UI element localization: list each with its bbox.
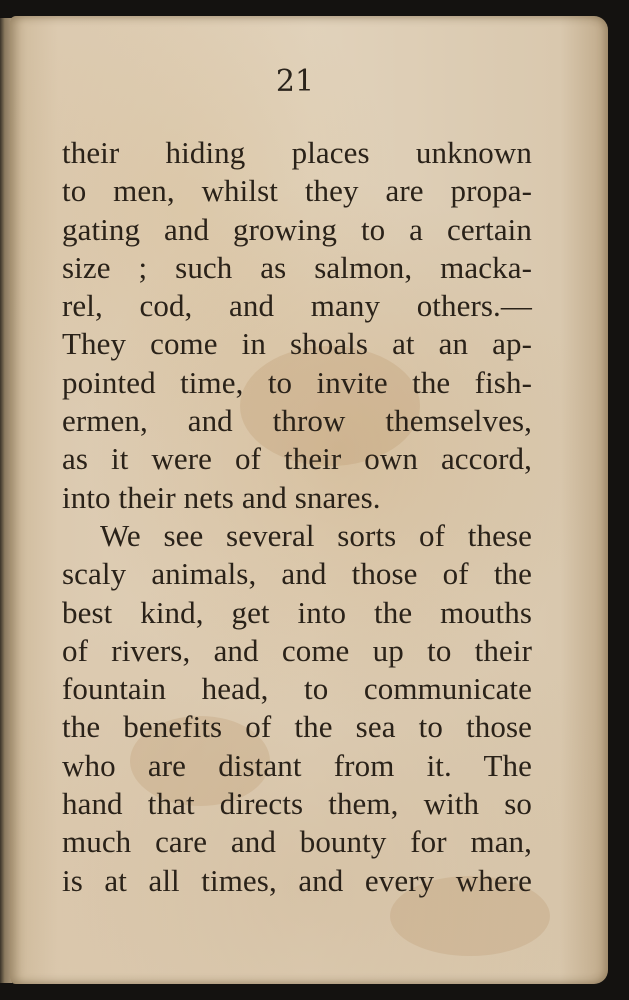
text-line: size ; such as salmon, macka- — [62, 249, 532, 285]
text-line: hand that directs them, with so — [62, 786, 532, 822]
book-page — [10, 16, 608, 984]
text-line: of rivers, and come up to their — [62, 632, 532, 668]
text-line: ermen, and throw themselves, — [62, 403, 532, 439]
text-line: scaly animals, and those of the — [62, 556, 532, 592]
text-line: their hiding places unknown — [62, 135, 532, 170]
text-line: gating and growing to a certain — [62, 211, 532, 247]
text-line: who are distant from it. The — [62, 747, 532, 783]
text-line: is at all times, and every where — [62, 862, 532, 898]
body-text — [62, 134, 532, 900]
text-line: pointed time, to invite the fish- — [62, 364, 532, 400]
paragraph-start-line: We see several sorts of these — [100, 517, 532, 553]
text-line: fountain head, to communicate — [62, 671, 532, 707]
text-line: as it were of their own accord, — [62, 441, 532, 477]
text-line: much care and bounty for man, — [62, 824, 532, 860]
page-number: 21 — [275, 64, 315, 99]
text-line: They come in shoals at an ap- — [62, 326, 532, 362]
text-line: to men, whilst they are propa- — [62, 173, 532, 209]
text-line: best kind, get into the mouths — [62, 594, 532, 630]
text-line: the benefits of the sea to those — [62, 709, 532, 745]
text-line: into their nets and snares. — [62, 479, 381, 515]
text-line: rel, cod, and many others.— — [62, 288, 532, 324]
